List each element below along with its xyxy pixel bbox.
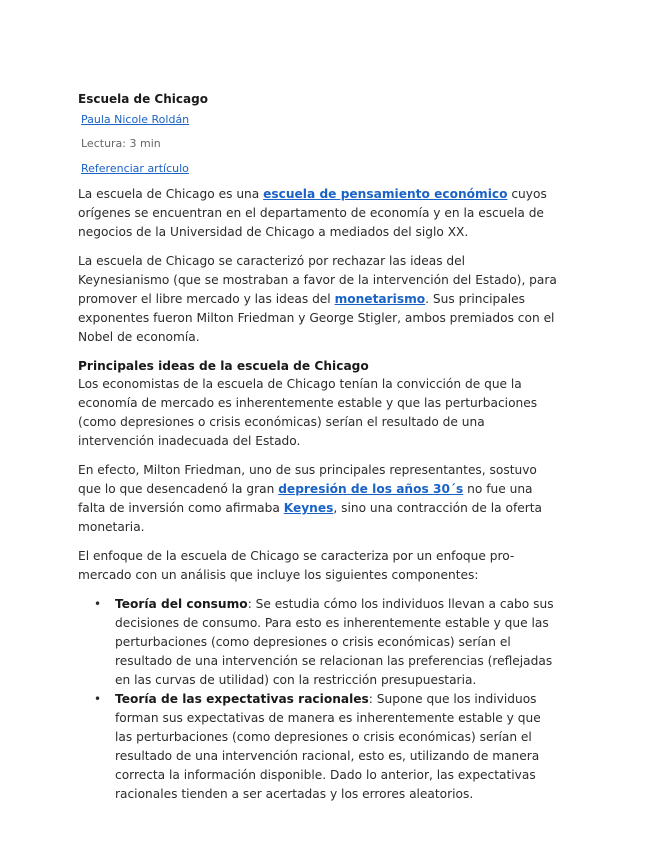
component-term: Teoría del consumo [115,597,248,611]
link-keynes[interactable]: Keynes [283,501,334,515]
section-heading-principales: Principales ideas de la escuela de Chicago [78,359,369,373]
text-run: no fue una falta de inversión como afirmaba [78,482,533,515]
paragraph-keynesianismo [78,252,560,347]
paragraph-enfoque: El enfoque de la escuela de Chicago se caracteriza por un enfoque pro-mercado con un análisis que incluye los siguientes componentes: [78,549,515,582]
component-description: : Se estudia cómo los individuos llevan a cabo sus decisiones de consumo. Para esto es inherentemente estable y que las perturbaciones (como depresiones o crisis económicas) serían el resultado de una intervención se relacionan las preferencias (reflejadas en las curvas de utilidad) con la restricción presupuestaria. [115,597,554,687]
list-item [78,595,560,690]
text-run: , sino una contracción de la oferta monetaria. [78,501,543,534]
reading-time: Lectura: 3 min [81,137,161,150]
component-description: : Supone que los individuos forman sus expectativas de manera es inherentemente estable y que las perturbaciones (como depresiones o crisis económicas) serían el resultado de una intervención racional, esto es, utilizando de manera correcta la información disponible. Dado lo anterior, las expectativas racionales tienden a ser acertadas y los errores aleatorios. [115,692,541,801]
paragraph-intro [78,185,560,242]
article-content [78,90,560,804]
link-monetarismo[interactable]: monetarismo [334,292,426,306]
author-link[interactable]: Paula Nicole Roldán [81,113,190,126]
text-run: En efecto, Milton Friedman, uno de sus principales representantes, sostuvo que lo que desencadenó la gran [78,463,537,496]
list-item [78,690,560,804]
text-run: La escuela de Chicago es una [78,187,264,201]
text-run: La escuela de Chicago se caracterizó por rechazar las ideas del Keynesianismo (que se mostraban a favor de la intervención del Estado), para promover el libre mercado y las ideas del [78,254,557,306]
article-title: Escuela de Chicago [78,92,208,106]
components-list [78,595,560,804]
link-depresion-30s[interactable]: depresión de los años 30´s [278,482,464,496]
bullet-icon: • [94,597,102,611]
paragraph-conviccion: Los economistas de la escuela de Chicago tenían la convicción de que la economía de mercado es inherentemente estable y que las perturbaciones (como depresiones o crisis económicas) serían el resultado de una intervención inadecuada del Estado. [78,377,538,448]
paragraph-friedman [78,461,560,537]
text-run: . Sus principales exponentes fueron Milton Friedman y George Stigler, ambos premiados con el Nobel de economía. [78,292,555,344]
bullet-icon: • [94,692,102,706]
link-escuela-pensamiento[interactable]: escuela de pensamiento económico [263,187,508,201]
component-term: Teoría de las expectativas racionales [115,692,369,706]
text-run: cuyos orígenes se encuentran en el departamento de economía y en la escuela de negocios de la Universidad de Chicago a mediados del siglo XX. [78,187,547,239]
cite-article-link[interactable]: Referenciar artículo [81,162,189,175]
